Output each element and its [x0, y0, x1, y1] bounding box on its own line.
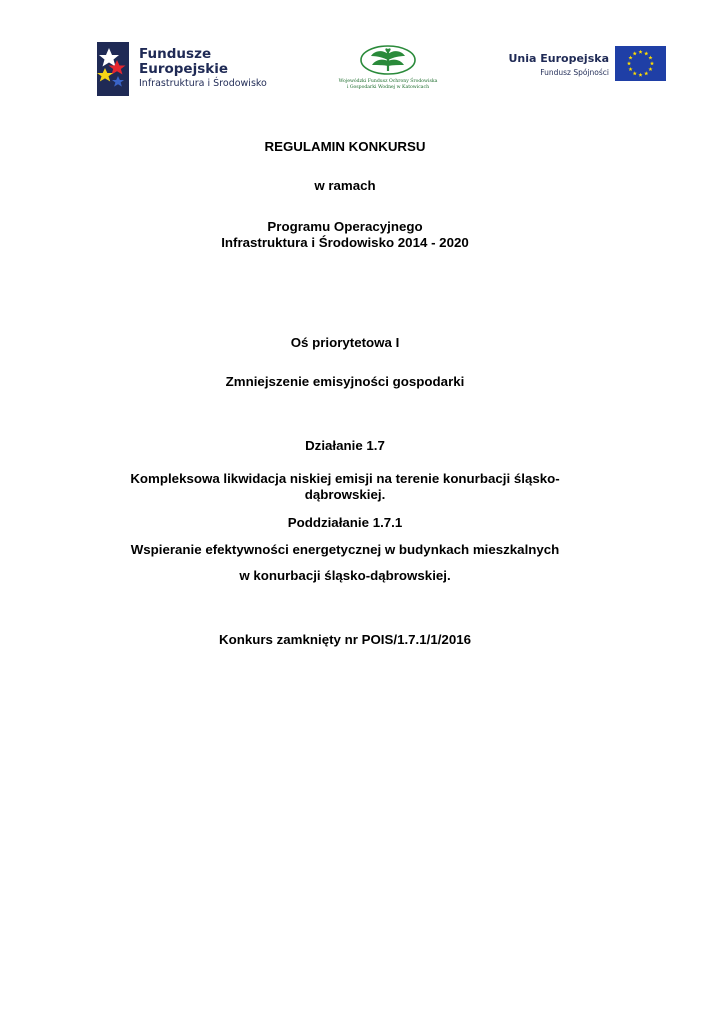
action-name-line1: Kompleksowa likwidacja niskiej emisji na terenie konurbacji śląsko-	[130, 471, 560, 486]
fundusze-logo-line3: Infrastruktura i Środowisko	[139, 78, 267, 89]
subaction-name-line2: w konurbacji śląsko-dąbrowskiej.	[239, 568, 451, 583]
fundusze-logo-line1: Fundusze	[139, 46, 212, 62]
eu-flag-icon	[615, 46, 666, 81]
wfosigw-logo-line2: i Gospodarki Wodnej w Katowicach	[346, 85, 430, 90]
subaction-name-line1: Wspieranie efektywności energetycznej w budynkach mieszkalnych	[130, 542, 560, 557]
w-ramach-text: w ramach	[314, 178, 376, 193]
program-name-line1: Programu Operacyjnego	[267, 219, 423, 234]
unia-europejska-logo	[505, 44, 670, 84]
priority-axis-heading: Oś priorytetowa I	[290, 335, 400, 350]
ue-logo-subtitle: Fundusz Spójności	[540, 68, 609, 77]
fundusze-europejskie-emblem-icon	[95, 42, 131, 96]
action-name-line2: dąbrowskiej.	[304, 487, 386, 502]
program-name-line2: Infrastruktura i Środowisko 2014 - 2020	[221, 235, 469, 250]
fundusze-logo-line2: Europejskie	[139, 61, 229, 77]
wfosigw-leaf-emblem-icon	[360, 45, 416, 77]
priority-axis-name: Zmniejszenie emisyjności gospodarki	[225, 374, 465, 389]
action-heading: Działanie 1.7	[305, 438, 385, 453]
wfosigw-logo	[333, 42, 443, 96]
fundusze-europejskie-logo	[95, 42, 295, 96]
ue-logo-title: Unia Europejska	[508, 52, 609, 65]
competition-number: Konkurs zamknięty nr POIS/1.7.1/1/2016	[218, 632, 472, 647]
document-title: REGULAMIN KONKURSU	[264, 139, 426, 154]
wfosigw-logo-line1: Wojewódzki Fundusz Ochrony Środowiska	[338, 79, 438, 84]
subaction-heading: Poddziałanie 1.7.1	[287, 515, 403, 530]
